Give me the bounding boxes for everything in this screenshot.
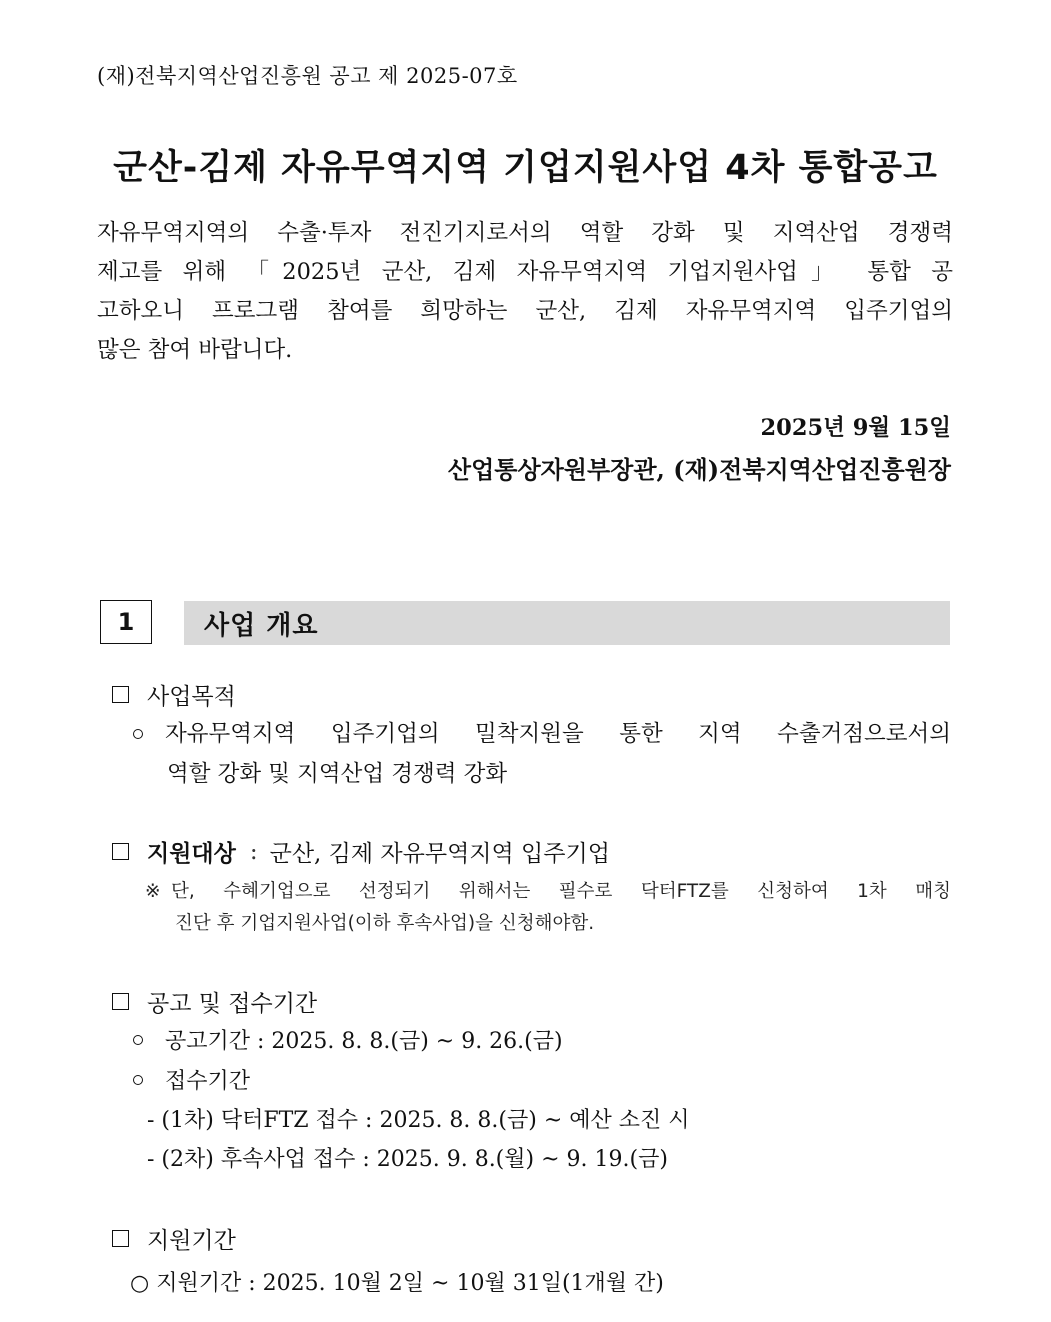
notice-number: (재)전북지역산업진흥원 공고 제 2025-07호 (97, 64, 518, 88)
checkbox-icon (112, 993, 129, 1010)
receipt-round-2: - (2차) 후속사업 접수 : 2025. 9. 8.(월) ~ 9. 19.(금) (147, 1147, 668, 1172)
receipt-round-1: - (1차) 닥터FTZ 접수 : 2025. 8. 8.(금) ~ 예산 소진 시 (147, 1108, 690, 1133)
circle-bullet-icon (133, 729, 143, 739)
intro-line: 많은 참여 바랍니다. (97, 337, 293, 363)
period-heading (112, 1222, 236, 1255)
announce-period: 공고기간 : 2025. 8. 8.(금) ~ 9. 26.(금) (165, 1029, 563, 1054)
purpose-heading (112, 678, 236, 711)
intro-line: 자유무역지역의 수출·투자 전진기지로서의 역할 강화 및 지역산업 경쟁력 (97, 220, 953, 246)
period-heading-label: 지원기간 (147, 1228, 236, 1254)
purpose-line: 자유무역지역 입주기업의 밀착지원을 통한 지역 수출거점으로서의 (165, 721, 951, 747)
section-number-box: 1 (100, 600, 152, 644)
target-value: 군산, 김제 자유무역지역 입주기업 (269, 841, 610, 867)
purpose-line: 역할 강화 및 지역산업 경쟁력 강화 (167, 761, 508, 787)
intro-line: 고하오니 프로그램 참여를 희망하는 군산, 김제 자유무역지역 입주기업의 (97, 298, 953, 324)
schedule-heading (112, 985, 317, 1018)
intro-line: 제고를 위해 「2025년 군산, 김제 자유무역지역 기업지원사업」 통합 공 (97, 259, 953, 285)
note-line: 단, 수혜기업으로 선정되기 위해서는 필수로 닥터FTZ를 신청하여 1차 매칭 (171, 881, 951, 902)
target-heading-label: 지원대상 (147, 840, 236, 867)
purpose-heading-label: 사업목적 (147, 684, 236, 710)
announcement-date: 2025년 9월 15일 (760, 415, 951, 441)
target-heading (112, 835, 610, 868)
note-line: 진단 후 기업지원사업(이하 후속사업)을 신청해야함. (175, 913, 595, 934)
target-separator: : (249, 838, 258, 865)
circle-bullet-icon (133, 1035, 143, 1045)
circle-bullet-icon (133, 1075, 143, 1085)
reference-mark: ※ (145, 881, 161, 902)
support-period: ○ 지원기간 : 2025. 10월 2일 ~ 10월 31일(1개월 간) (130, 1271, 664, 1296)
section-title: 사업 개요 (184, 601, 950, 645)
checkbox-icon (112, 1230, 129, 1247)
receipt-heading: 접수기간 (165, 1069, 251, 1094)
checkbox-icon (112, 686, 129, 703)
announce-period-row (133, 1024, 563, 1055)
target-note (145, 876, 951, 940)
receipt-period-row (133, 1064, 250, 1095)
schedule-heading-label: 공고 및 접수기간 (147, 991, 318, 1017)
checkbox-icon (112, 843, 129, 860)
purpose-body (133, 714, 951, 794)
document-title: 군산-김제 자유무역지역 기업지원사업 4차 통합공고 (113, 148, 938, 188)
intro-paragraph (97, 214, 953, 370)
signer-names: 산업통상자원부장관, (재)전북지역산업진흥원장 (447, 455, 951, 484)
